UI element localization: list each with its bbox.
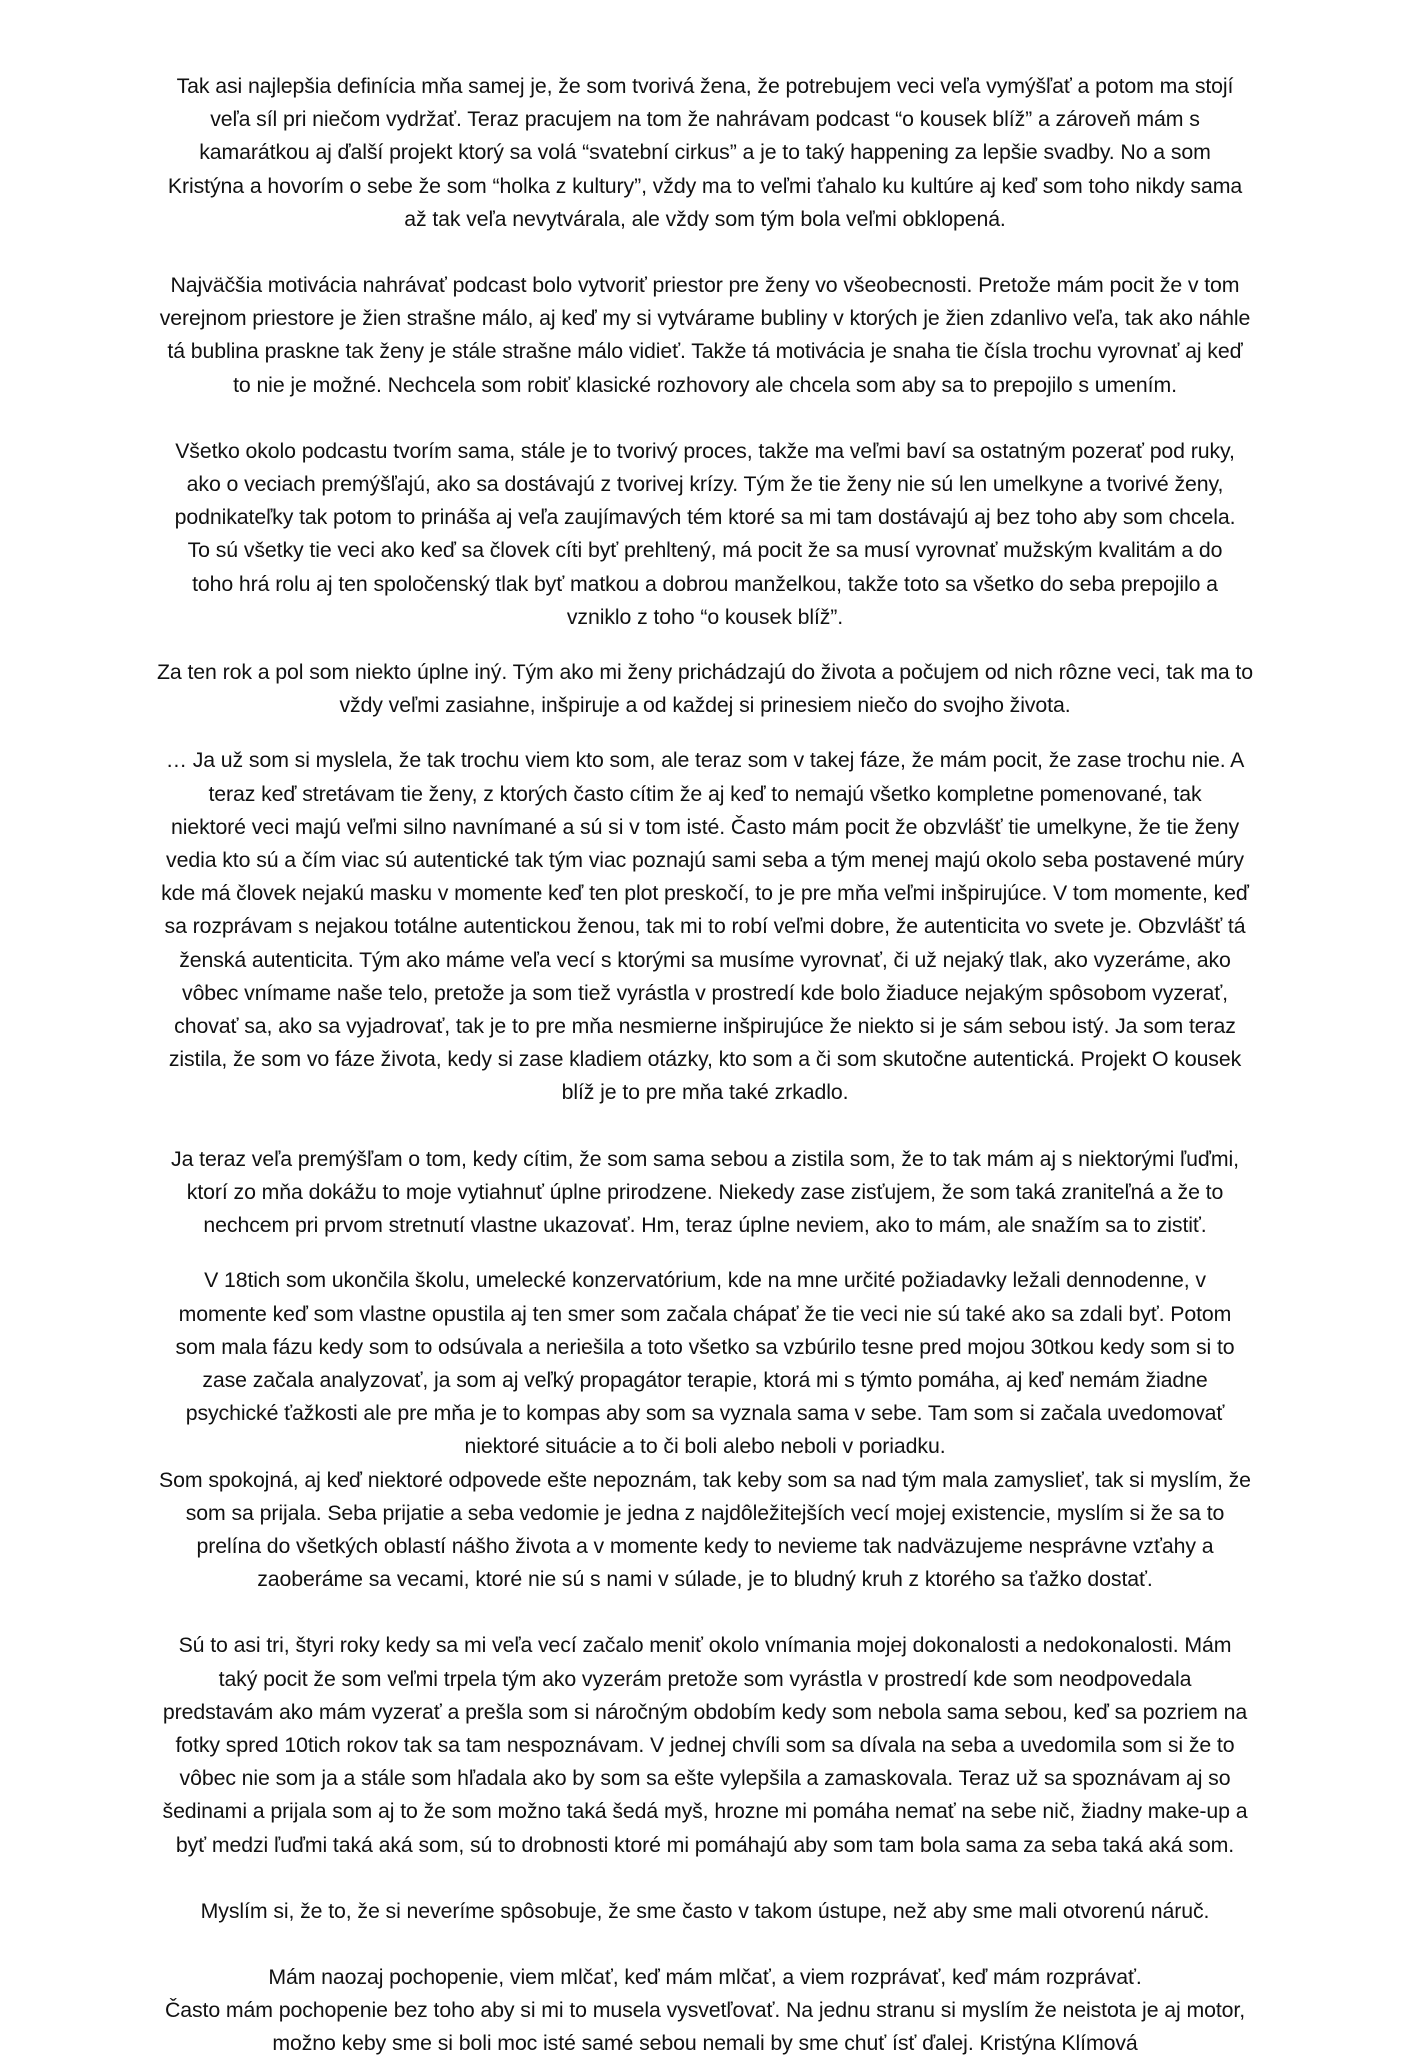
- paragraph-being-myself: Ja teraz veľa premýšľam o tom, kedy cítim, že som sama sebou a zistila som, že to tak mám aj s niektorými ľuďmi, ktorí zo mňa dokážu to moje vytiahnuť úplne prirodzene. Niekedy zase zisťujem, že som taká zraniteľná a že to nechcem pri prvom stretnutí vlastne ukazovať. Hm, teraz úplne neviem, ako to mám, ale snažím sa to zistiť.: [171, 1146, 1239, 1238]
- paragraph-conservatory: V 18tich som ukončila školu, umelecké konzervatórium, kde na mne určité požiadavky ležali dennodenne, v momente keď som vlastne opustila aj ten smer som začala chápať že tie veci nie sú také ako sa zdali byť. Potom som mala fázu kedy som to odsúvala a neriešila a toto všetko sa vzbúrilo tesne pred mojou 30tkou kedy som si to zase začala analyzovať, ja som aj veľký propagátor terapie, ktorá mi s týmto pomáha, aj keď nemám žiadne psychické ťažkosti ale pre mňa je to kompas aby som sa vyznala sama v sebe. Tam som si začala uvedomovať niektoré situácie a to či boli alebo neboli v poriadku. Som spokojná, aj keď niektoré odpovede ešte nepoznám, tak keby som sa nad tým mala zamyslieť, tak si myslím, že som sa prijala. Seba prijatie a seba vedomie je jedna z najdôležitejších vecí mojej existencie, myslím si že sa to prelína do všetkých oblastí nášho života a v momente kedy to nevieme tak nadväzujeme nesprávne vzťahy a zaoberáme sa vecami, ktoré nie sú s nami v súlade, je to bludný kruh z ktorého sa ťažko dostať.: [159, 1268, 1251, 1592]
- paragraph-spacer: [70, 1242, 1340, 1264]
- paragraph-self-trust: Myslím si, že to, že si neveríme spôsobuje, že sme často v takom ústupe, než aby sme mali otvorenú náruč.: [200, 1898, 1210, 1923]
- paragraph-motivation: Najväčšia motivácia nahrávať podcast bolo vytvoriť priestor pre ženy vo všeobecnosti. Pretože mám pocit že v tom verejnom priestore je žien strašne málo, aj keď my si vytvárame bubliny v ktorých je žien zdanlivo veľa, tak ako náhle tá bublina praskne tak ženy je stále strašne málo vidieť. Takže tá motivácia je snaha tie čísla trochu vyrovnať aj keď to nie je možné. Nechcela som robiť klasické rozhovory ale chcela som aby sa to prepojilo s umením.: [159, 273, 1251, 397]
- paragraph-intro: Tak asi najlepšia definícia mňa samej je, že som tvorivá žena, že potrebujem veci veľa vymýšľať a potom ma stojí veľa síl pri niečom vydržať. Teraz pracujem na tom že nahrávam podcast “o kousek blíž” a zároveň mám s kamarátkou aj ďalší projekt ktorý sa volá “svatební cirkus” a je to taký happening za lepšie svadby. No a som Kristýna a hovorím o sebe že som “holka z kultury”, vždy ma to veľmi ťahalo ku kultúre aj keď som toho nikdy sama až tak veľa nevytvárala, ale vždy som tým bola veľmi obklopená.: [167, 74, 1243, 231]
- paragraph-spacer: [70, 236, 1340, 269]
- paragraph-spacer: [70, 1862, 1340, 1895]
- paragraph-spacer: [70, 1928, 1340, 1961]
- paragraph-podcast-process: Všetko okolo podcastu tvorím sama, stále je to tvorivý proces, takže ma veľmi baví sa ostatným pozerať pod ruky, ako o veciach premýšľajú, ako sa dostávajú z tvorivej krízy. Tým že tie ženy nie sú len umelkyne a tvorivé ženy, podnikateľky tak potom to prináša aj veľa zaujímavých tém ktoré sa mi tam dostávajú aj bez toho aby som chcela. To sú všetky tie veci ako keď sa človek cíti byť prehltený, má pocit že sa musí vyrovnať mužským kvalitám a do toho hrá rolu aj ten spoločenský tlak byť matkou a dobrou manželkou, takže toto sa všetko do seba prepojilo a vzniklo z toho “o kousek blíž”.: [174, 438, 1236, 629]
- paragraph-spacer: [70, 402, 1340, 435]
- paragraph-spacer: [70, 634, 1340, 656]
- paragraph-year-and-half: Za ten rok a pol som niekto úplne iný. Tým ako mi ženy prichádzajú do života a počujem od nich rôzne veci, tak ma to vždy veľmi zasiahne, inšpiruje a od každej si prinesiem niečo do svojho života.: [157, 660, 1253, 718]
- paragraph-spacer: [70, 1110, 1340, 1143]
- paragraph-perfection: Sú to asi tri, štyri roky kedy sa mi veľa vecí začalo meniť okolo vnímania mojej dokonalosti a nedokonalosti. Mám taký pocit že som veľmi trpela tým ako vyzerám pretože som vyrástla v prostredí kde som neodpovedala predstavám ako mám vyzerať a prešla som si náročným obdobím kedy som nebola sama sebou, keď sa pozriem na fotky spred 10tich rokov tak sa tam nespoznávam. V jednej chvíli som sa dívala na seba a uvedomila som si že to vôbec nie som ja a stále som hľadala ako by som sa ešte vylepšila a zamaskovala. Teraz už sa spoznávam aj so šedinami a prijala som aj to že som možno taká šedá myš, hrozne mi pomáha nemať na sebe nič, žiadny make-up a byť medzi ľuďmi taká aká som, sú to drobnosti ktoré mi pomáhajú aby som tam bola sama za seba taká aká som.: [162, 1633, 1248, 1857]
- paragraph-authenticity: … Ja už som si myslela, že tak trochu viem kto som, ale teraz som v takej fáze, že mám pocit, že zase trochu nie. A teraz keď stretávam tie ženy, z ktorých často cítim že aj keď to nemajú všetko kompletne pomenované, tak niektoré veci majú veľmi silno navnímané a sú si v tom isté. Často mám pocit že obzvlášť tie umelkyne, že tie ženy vedia kto sú a čím viac sú autentické tak tým viac poznajú sami seba a tým menej majú okolo seba postavené múry kde má človek nejakú masku v momente keď ten plot preskočí, to je pre mňa veľmi inšpirujúce. V tom momente, keď sa rozprávam s nejakou totálne autentickou ženou, tak mi to robí veľmi dobre, že autenticita vo svete je. Obzvlášť tá ženská autenticita. Tým ako máme veľa vecí s ktorými sa musíme vyrovnať, či už nejaký tlak, ako vyzeráme, ako vôbec vnímame naše telo, pretože ja som tiež vyrástla v prostredí kde bolo žiaduce nejakým spôsobom vyzerať, chovať sa, ako sa vyjadrovať, tak je to pre mňa nesmierne inšpirujúce že niekto si je sám sebou istý. Ja som teraz zistila, že som vo fáze života, kedy si zase kladiem otázky, kto som a či som skutočne autentická. Projekt O kousek blíž je to pre mňa také zrkadlo.: [161, 748, 1249, 1105]
- paragraph-spacer: [70, 1596, 1340, 1629]
- paragraph-spacer: [70, 722, 1340, 744]
- paragraph-closing-signature: Mám naozaj pochopenie, viem mlčať, keď mám mlčať, a viem rozprávať, keď mám rozprávať. Často mám pochopenie bez toho aby si mi to musela vysvetľovať. Na jednu stranu si myslím že neistota je aj motor, možno keby sme si boli moc isté samé sebou nemali by sme chuť ísť ďalej. Kristýna Klímová: [164, 1964, 1246, 2056]
- document-page: [70, 70, 1340, 2061]
